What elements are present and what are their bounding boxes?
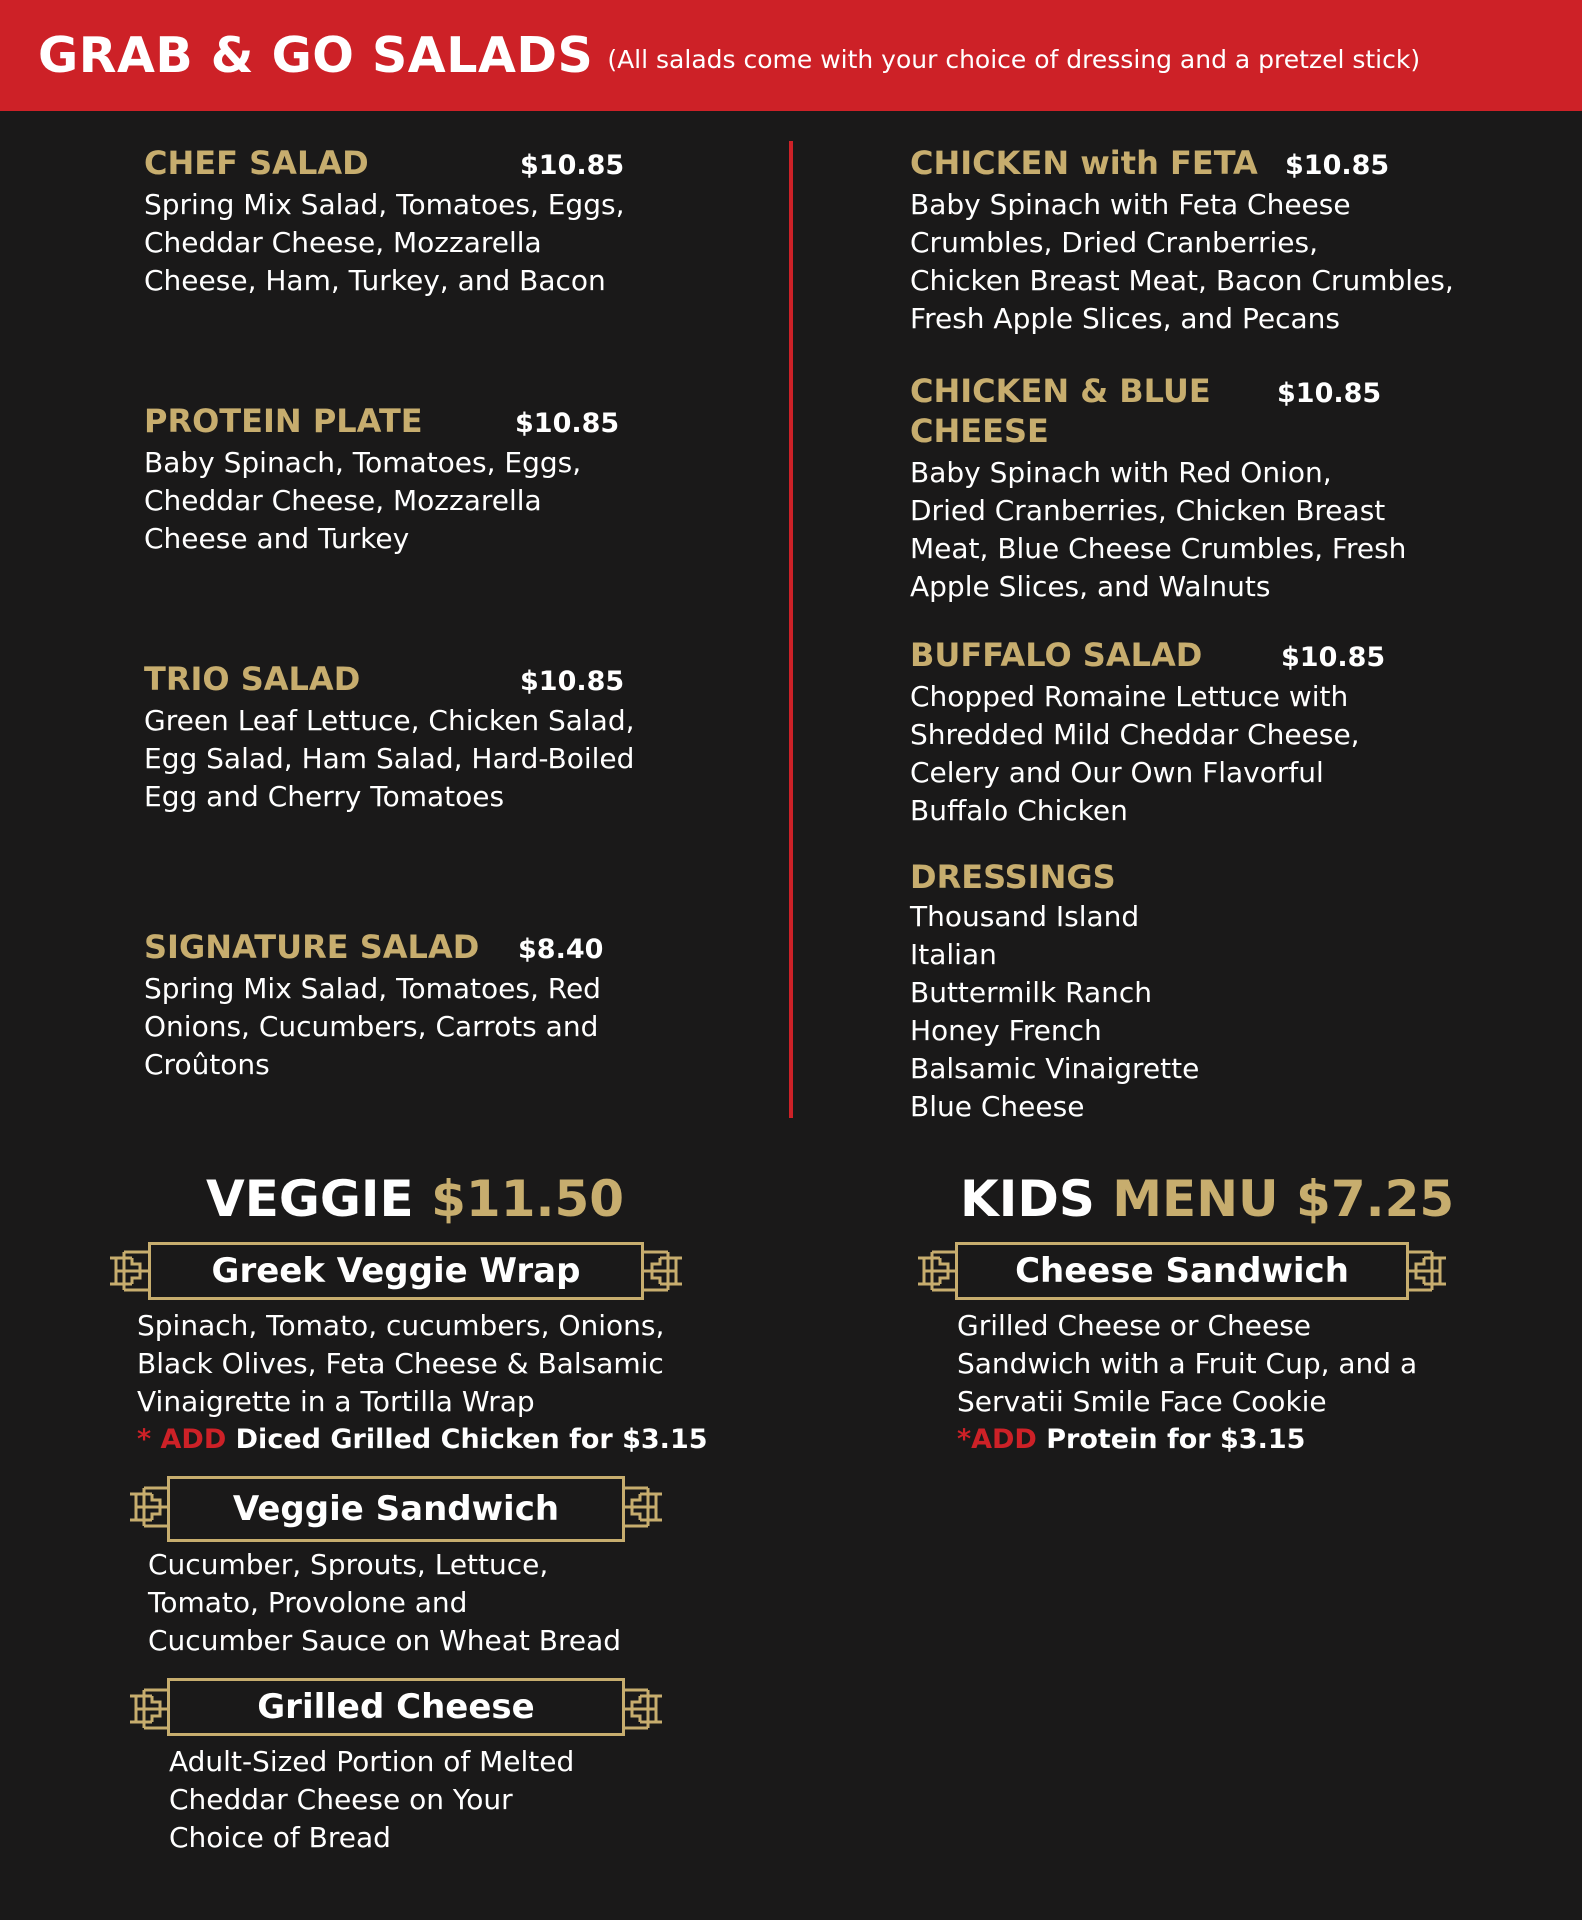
add-protein-note: *ADD Protein for $3.15 <box>957 1424 1306 1455</box>
kids-menu-price: MENU $7.25 <box>1112 1170 1455 1228</box>
menu-item-chicken-blue-cheese <box>910 372 1406 606</box>
menu-item-protein-plate <box>144 402 619 558</box>
item-price: $10.85 <box>1285 150 1390 181</box>
item-description: Spring Mix Salad, Tomatoes, Eggs, Cheddar Cheese, Mozzarella Cheese, Ham, Turkey, and Bacon <box>144 188 625 297</box>
item-description: Spring Mix Salad, Tomatoes, Red Onions, Cucumbers, Carrots and Croûtons <box>144 972 601 1081</box>
label-greek-veggie-wrap: Greek Veggie Wrap <box>148 1242 644 1300</box>
item-description: Green Leaf Lettuce, Chicken Salad, Egg Salad, Ham Salad, Hard-Boiled Egg and Cherry Tomatoes <box>144 704 635 813</box>
item-name: CHICKEN with FETA <box>910 144 1258 182</box>
ornament-right-icon <box>642 1248 682 1294</box>
ornament-right-icon <box>622 1484 662 1530</box>
veggie-price: $11.50 <box>431 1170 625 1228</box>
menu-item-buffalo-salad <box>910 636 1385 830</box>
ornament-left-icon <box>918 1248 958 1294</box>
item-name: PROTEIN PLATE <box>144 402 423 440</box>
page-subtitle: (All salads come with your choice of dressing and a pretzel stick) <box>607 45 1421 74</box>
dressing-item: Balsamic Vinaigrette <box>910 1052 1200 1085</box>
item-description: Chopped Romaine Lettuce with Shredded Mild Cheddar Cheese, Celery and Our Own Flavorful Buffalo Chicken <box>910 680 1360 827</box>
item-name: SIGNATURE SALAD <box>144 928 480 966</box>
kids-menu-heading: KIDS MENU $7.25 <box>960 1170 1455 1228</box>
ornament-left-icon <box>130 1484 170 1530</box>
menu-item-trio-salad <box>144 660 635 816</box>
item-description: Baby Spinach, Tomatoes, Eggs, Cheddar Cheese, Mozzarella Cheese and Turkey <box>144 446 582 555</box>
item-name: CHEF SALAD <box>144 144 369 182</box>
ornament-right-icon <box>622 1686 662 1732</box>
dressings-section <box>910 858 1199 1126</box>
menu-item-chef-salad <box>144 144 624 300</box>
dressings-list <box>910 898 1199 1126</box>
dressing-item: Honey French <box>910 1014 1102 1047</box>
item-name: BUFFALO SALAD <box>910 636 1203 674</box>
item-description: Baby Spinach with Feta Cheese Crumbles, Dried Cranberries, Chicken Breast Meat, Bacon Crumbles, Fresh Apple Slices, and Pecans <box>910 188 1454 335</box>
menu-item-signature-salad <box>144 928 603 1084</box>
label-cheese-sandwich: Cheese Sandwich <box>955 1242 1409 1300</box>
grilled-cheese-description: Adult-Sized Portion of Melted Cheddar Cheese on Your Choice of Bread <box>169 1745 575 1854</box>
item-price: $10.85 <box>520 150 625 181</box>
item-name-line-2: CHEESE <box>910 412 1049 450</box>
dressing-item: Buttermilk Ranch <box>910 976 1152 1009</box>
label-veggie-sandwich: Veggie Sandwich <box>167 1476 625 1542</box>
ornament-left-icon <box>130 1686 170 1732</box>
label-grilled-cheese: Grilled Cheese <box>167 1678 625 1736</box>
cheese-sandwich-description: Grilled Cheese or Cheese Sandwich with a Fruit Cup, and a Servatii Smile Face Cookie *ADD Protein for $3.15 <box>957 1307 1417 1459</box>
menu-item-chicken-with-feta <box>910 144 1454 338</box>
dressing-item: Italian <box>910 938 997 971</box>
item-price: $10.85 <box>515 408 620 439</box>
item-price: $10.85 <box>1277 378 1382 409</box>
dressing-item: Blue Cheese <box>910 1090 1085 1123</box>
item-name: TRIO SALAD <box>144 660 361 698</box>
ornament-right-icon <box>1406 1248 1446 1294</box>
ornament-left-icon <box>110 1248 150 1294</box>
item-name: CHICKEN & BLUE <box>910 372 1211 410</box>
veggie-heading: VEGGIE $11.50 <box>206 1170 625 1228</box>
page-title: GRAB & GO SALADS <box>38 27 594 84</box>
dressing-item: Thousand Island <box>910 900 1140 933</box>
add-chicken-note: * ADD Diced Grilled Chicken for $3.15 <box>137 1424 708 1455</box>
item-price: $10.85 <box>1281 642 1386 673</box>
header-banner <box>0 0 1582 111</box>
greek-veggie-wrap-description: Spinach, Tomato, cucumbers, Onions, Black Olives, Feta Cheese & Balsamic Vinaigrette in a Tortilla Wrap * ADD Diced Grilled Chicken for $3.15 <box>137 1307 708 1459</box>
item-description: Baby Spinach with Red Onion, Dried Cranberries, Chicken Breast Meat, Blue Cheese Crumbles, Fresh Apple Slices, and Walnuts <box>910 456 1407 603</box>
column-divider <box>789 141 793 1118</box>
dressings-title: DRESSINGS <box>910 858 1116 896</box>
veggie-sandwich-description: Cucumber, Sprouts, Lettuce, Tomato, Provolone and Cucumber Sauce on Wheat Bread <box>148 1548 622 1657</box>
item-price: $8.40 <box>518 934 604 965</box>
item-price: $10.85 <box>520 666 625 697</box>
